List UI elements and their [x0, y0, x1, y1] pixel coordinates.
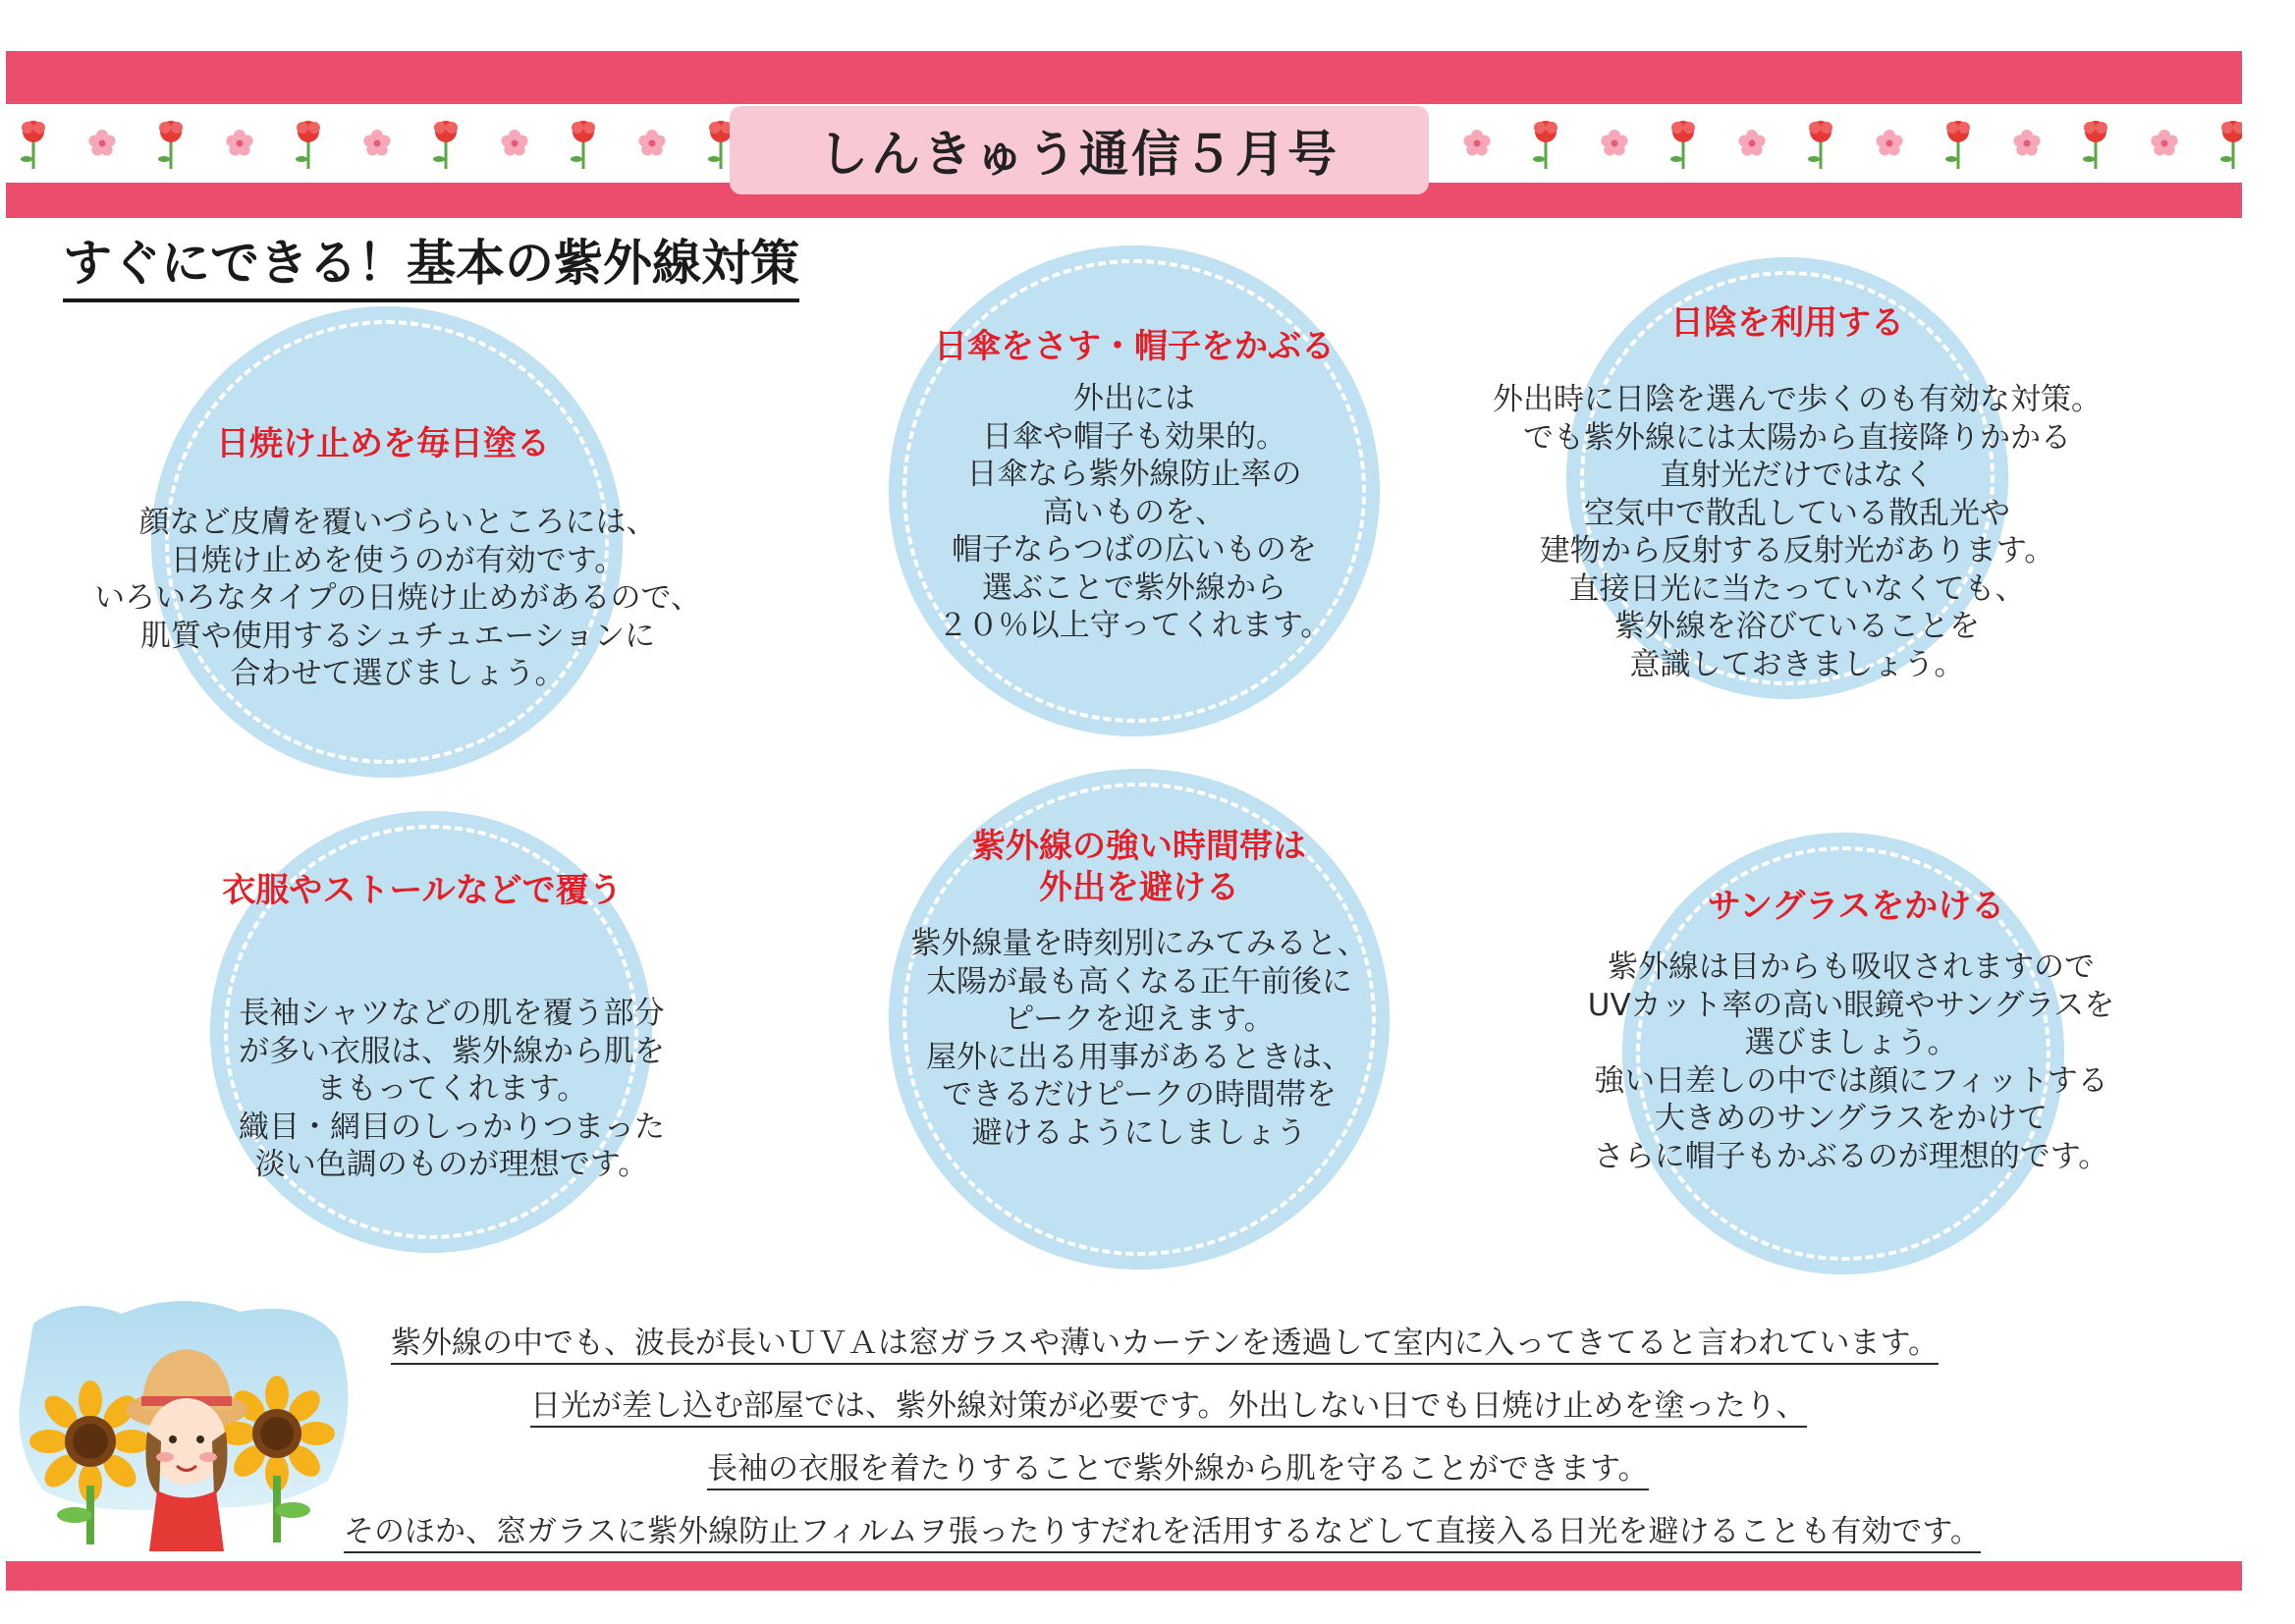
carnation-icon	[21, 121, 45, 169]
sakura-icon	[2013, 130, 2040, 156]
carnation-icon	[158, 121, 183, 169]
sakura-icon	[226, 130, 252, 156]
carnation-icon	[1533, 121, 1557, 169]
tip-body-2: 外出には 日傘や帽子も効果的。 日傘なら紫外線防止率の 高いものを、 帽子ならつばの広いものを 選ぶことで紫外線から ２０％以上守ってくれます。	[937, 381, 1332, 643]
bottom-text-line-3: 長袖の衣服を着たりすることで紫外線から肌を守ることができます。	[707, 1449, 1649, 1490]
carnation-icon	[1670, 121, 1695, 169]
tip-title-1: 日焼け止めを毎日塗る	[216, 424, 550, 463]
tip-body-3: 外出時に日陰を選んで歩くのも有効な対策。 でも紫外線には太陽から直接降りかかる 直射光だけではなく 空気中で散乱している散乱光や 建物から反射する反射光があります。 直接日光に当たっていなくても、 紫外線を浴びていることを 意識しておきましょう。	[1493, 382, 2102, 682]
sunflower-girl-illustration	[14, 1294, 357, 1555]
header-band-top	[6, 51, 2242, 104]
bottom-text-line-2: 日光が差し込む部屋では、紫外線対策が必要です。外出しない日でも日焼け止めを塗ったり、	[530, 1386, 1807, 1428]
sakura-icon	[1738, 130, 1765, 156]
tip-title-6: サングラスをかける	[1707, 887, 2005, 926]
tip-body-5: 紫外線量を時刻別にみてみると、 太陽が最も高くなる正午前後に ピークを迎えます。 屋外に出る用事があるときは、 できるだけピークの時間帯を 避けるようにしましょう	[910, 926, 1368, 1151]
tip-title-3: 日陰を利用する	[1670, 303, 1904, 343]
footer-band	[6, 1561, 2242, 1591]
carnation-icon	[571, 121, 595, 169]
tip-body-4: 長袖シャツなどの肌を覆う部分 が多い衣服は、紫外線から肌を まもってくれます。 織目・網目のしっかりつまった 淡い色調のものが理想です。	[239, 996, 665, 1182]
bottom-text-line-1: 紫外線の中でも、波長が長いＵＶＡは窓ガラスや薄いカーテンを透過して室内に入ってきてると言われています。	[391, 1324, 1939, 1365]
sakura-icon	[2151, 130, 2177, 156]
carnation-icon	[2083, 121, 2107, 169]
sakura-icon	[501, 130, 527, 156]
tip-title-5: 紫外線の強い時間帯は 外出を避ける	[972, 827, 1306, 907]
carnation-icon	[1945, 121, 1970, 169]
tip-title-4: 衣服やストールなどで覆う	[222, 871, 623, 910]
section-heading: すぐにできる！基本の紫外線対策	[63, 224, 799, 302]
sakura-icon	[1601, 130, 1627, 156]
sakura-icon	[638, 130, 665, 156]
tip-title-2: 日傘をさす・帽子をかぶる	[934, 327, 1335, 366]
sakura-icon	[363, 130, 390, 156]
bottom-text-line-4: そのほか、窓ガラスに紫外線防止フィルムヲ張ったりすだれを活用するなどして直接入る日光を避けることも有効です。	[344, 1512, 1981, 1553]
carnation-icon	[2220, 121, 2242, 169]
sakura-icon	[1463, 130, 1490, 156]
sakura-icon	[88, 130, 115, 156]
carnation-icon	[433, 121, 458, 169]
tip-body-1: 顔など皮膚を覆いづらいところには、 日焼け止めを使うのが有効です。 いろいろなタイプの日焼け止めがあるので、 肌質や使用するシュチュエーションに 合わせて選びましょう。	[94, 505, 701, 691]
carnation-icon	[296, 121, 320, 169]
carnation-icon	[1808, 121, 1832, 169]
newsletter-title: しんきゅう通信５月号	[730, 106, 1429, 194]
tip-body-6: 紫外線は目からも吸収されますので UVカット率の高い眼鏡やサングラスを 選びましょう。 強い日差しの中では顔にフィットする 大きめのサングラスをかけて さらに帽子もかぶるのが理想的です。	[1587, 949, 2115, 1174]
sakura-icon	[1876, 130, 1902, 156]
